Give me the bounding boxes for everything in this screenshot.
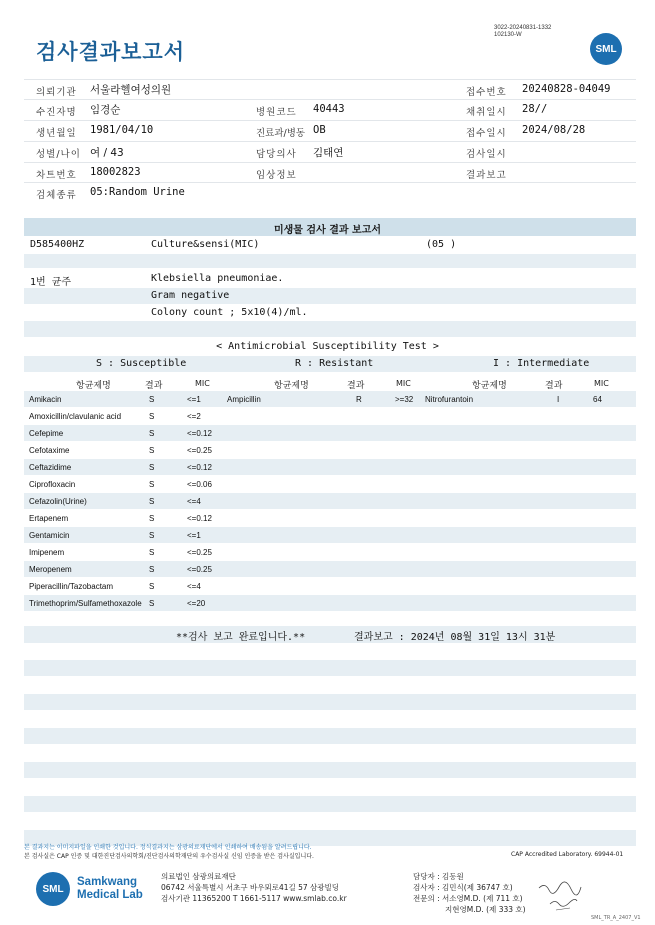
antibiotic-result: S xyxy=(149,480,155,489)
col-result-header: 결과 xyxy=(545,381,563,391)
antibiotic-mic: <=0.12 xyxy=(187,463,212,472)
sml-logo: SML xyxy=(590,33,622,65)
organism-label: 1번 균주 xyxy=(30,277,72,288)
patient-value: 임경순 xyxy=(90,104,121,116)
antibiotic-name: Trimethoprim/Sulfamethoxazole xyxy=(29,599,142,608)
collect-date-label: 채취일시 xyxy=(466,107,507,118)
legend-intermediate: I : Intermediate xyxy=(493,358,590,369)
document-id-line2: 102130-W xyxy=(494,32,522,38)
antibiotic-result: S xyxy=(149,497,155,506)
divider xyxy=(24,182,636,183)
chart-label: 차트번호 xyxy=(36,170,77,181)
cap-accreditation: CAP Accredited Laboratory. 69944-01 xyxy=(511,851,624,858)
stripe xyxy=(24,321,636,337)
form-code: SML_TR_A_2407_V1 xyxy=(591,915,641,921)
gram-stain: Gram negative xyxy=(151,290,230,301)
hospital-code-value: 40443 xyxy=(313,103,345,115)
report-time: 결과보고 : 2024년 08월 31일 13시 31분 xyxy=(354,632,556,643)
manager: 담당자 : 김동원 xyxy=(413,872,464,881)
antibiotic-result: S xyxy=(149,429,155,438)
institution-label: 의뢰기관 xyxy=(36,87,77,98)
signature-image xyxy=(536,878,586,914)
brand-line2: Medical Lab xyxy=(77,889,143,901)
test-number: (05 ) xyxy=(426,239,457,250)
birth-label: 생년월일 xyxy=(36,128,77,139)
antibiotic-result: S xyxy=(149,548,155,557)
antibiotic-mic: <=0.06 xyxy=(187,480,212,489)
organism-name: Klebsiella pneumoniae. xyxy=(151,273,284,284)
test-code: D585400HZ xyxy=(30,239,85,250)
antibiotic-name: Cefotaxime xyxy=(29,446,70,455)
antibiotic-name: Nitrofurantoin xyxy=(425,395,474,404)
org-contact: 검사기관 11365200 T 1661-5117 www.smlab.co.kr xyxy=(161,894,347,903)
antibiotic-name: Imipenem xyxy=(29,548,65,557)
empty-row-band xyxy=(24,728,636,744)
antibiotic-result: S xyxy=(149,531,155,540)
divider xyxy=(24,120,636,121)
antibiotic-result: S xyxy=(149,514,155,523)
antibiotic-mic: <=2 xyxy=(187,412,201,421)
antibiotic-name: Ampicillin xyxy=(227,395,261,404)
legend-susceptible: S : Susceptible xyxy=(96,358,187,369)
test-name: Culture&sensi(MIC) xyxy=(151,239,260,250)
stripe xyxy=(24,288,636,304)
doctor-value: 김태연 xyxy=(313,147,344,159)
document-id xyxy=(494,25,551,39)
table-row-band xyxy=(24,391,636,407)
divider xyxy=(24,99,636,100)
antibiotic-mic: <=0.25 xyxy=(187,565,212,574)
antibiotic-mic: <=0.25 xyxy=(187,548,212,557)
receipt-no-value: 20240828-04049 xyxy=(522,83,611,95)
org-address: 06742 서울특별시 서초구 바우뫼로41길 57 삼광빌딩 xyxy=(161,883,340,892)
antibiotic-result: S xyxy=(149,446,155,455)
col-mic-header: MIC xyxy=(594,379,609,388)
brand-line1: Samkwang xyxy=(77,876,138,888)
empty-row-band xyxy=(24,694,636,710)
antibiotic-mic: <=4 xyxy=(187,497,201,506)
ast-title: < Antimicrobial Susceptibility Test > xyxy=(216,341,439,352)
antibiotic-name: Cefepime xyxy=(29,429,64,438)
table-row-band xyxy=(24,527,636,543)
report-complete: **검사 보고 완료입니다.** xyxy=(176,632,306,643)
hospital-code-label: 병원코드 xyxy=(256,107,297,118)
dept-label: 진료과/병동 xyxy=(256,128,306,139)
page-title: 검사결과보고서 xyxy=(36,40,186,64)
antibiotic-name: Amoxicillin/clavulanic acid xyxy=(29,412,122,421)
divider xyxy=(24,162,636,163)
antibiotic-name: Ertapenem xyxy=(29,514,69,523)
document-id-line1: 3022-20240831-1332 xyxy=(494,25,552,31)
receipt-date-value: 2024/08/28 xyxy=(522,124,586,136)
image-notice: 본 결과지는 이미지파일을 인쇄한 것입니다. 정식결과지는 삼광의료재단에서 인쇄하여 배송됨을 알려드립니다. xyxy=(24,844,312,851)
specimen-value: 05:Random Urine xyxy=(90,186,185,198)
antibiotic-result: R xyxy=(356,395,362,404)
legend-resistant: R : Resistant xyxy=(295,358,374,369)
antibiotic-mic: <=0.25 xyxy=(187,446,212,455)
divider xyxy=(24,141,636,142)
examiner: 검사자 : 김민식(제 36747 호) xyxy=(413,883,513,892)
antibiotic-result: S xyxy=(149,565,155,574)
org-name: 의료법인 삼광의료재단 xyxy=(161,872,236,881)
accreditation-notice: 본 검사실은 CAP 인증 및 대한진단검사의학회/진단검사의학재단의 우수검사실 신임 인증을 받은 검사실입니다. xyxy=(24,853,314,860)
sml-logo: SML xyxy=(36,872,70,906)
exam-date-label: 검사일시 xyxy=(466,149,507,160)
result-report-label: 결과보고 xyxy=(466,170,507,181)
specimen-label: 검체종류 xyxy=(36,190,77,201)
col-mic-header: MIC xyxy=(396,379,411,388)
stripe xyxy=(24,254,636,268)
antibiotic-mic: <=0.12 xyxy=(187,429,212,438)
col-drug-header: 항균제명 xyxy=(76,381,111,391)
antibiotic-mic: 64 xyxy=(593,395,602,404)
antibiotic-result: S xyxy=(149,582,155,591)
receipt-date-label: 접수일시 xyxy=(466,128,507,139)
specialist-1: 전문의 : 서소영M.D. (제 711 호) xyxy=(413,894,523,903)
antibiotic-name: Ciprofloxacin xyxy=(29,480,76,489)
antibiotic-name: Meropenem xyxy=(29,565,72,574)
collect-date-value: 28// xyxy=(522,103,548,115)
col-mic-header: MIC xyxy=(195,379,210,388)
sex-age-label: 성별/나이 xyxy=(36,149,81,160)
section-title: 미생물 검사 결과 보고서 xyxy=(273,225,382,236)
col-drug-header: 항균제명 xyxy=(472,381,507,391)
dept-value: OB xyxy=(313,124,326,136)
antibiotic-mic: <=0.12 xyxy=(187,514,212,523)
antibiotic-name: Gentamicin xyxy=(29,531,70,540)
col-drug-header: 항균제명 xyxy=(274,381,309,391)
antibiotic-result: S xyxy=(149,412,155,421)
birth-value: 1981/04/10 xyxy=(90,124,154,136)
chart-value: 18002823 xyxy=(90,166,141,178)
antibiotic-name: Cefazolin(Urine) xyxy=(29,497,87,506)
antibiotic-mic: <=4 xyxy=(187,582,201,591)
table-row-band xyxy=(24,425,636,441)
table-row-band xyxy=(24,459,636,475)
antibiotic-result: S xyxy=(149,599,155,608)
brand-name xyxy=(77,876,143,902)
col-result-header: 결과 xyxy=(145,381,163,391)
clinical-label: 임상정보 xyxy=(256,170,297,181)
colony-count: Colony count ; 5x10(4)/ml. xyxy=(151,307,308,318)
sex-age-value: 여 / 43 xyxy=(90,147,124,159)
col-result-header: 결과 xyxy=(347,381,365,391)
institution-value: 서울라헬여성의원 xyxy=(90,84,172,96)
receipt-no-label: 접수번호 xyxy=(466,87,507,98)
doctor-label: 담당의사 xyxy=(256,149,297,160)
empty-row-band xyxy=(24,796,636,812)
antibiotic-mic: <=1 xyxy=(187,531,201,540)
antibiotic-mic: <=1 xyxy=(187,395,201,404)
empty-row-band xyxy=(24,660,636,676)
divider xyxy=(24,79,636,80)
antibiotic-name: Amikacin xyxy=(29,395,62,404)
antibiotic-mic: >=32 xyxy=(395,395,414,404)
empty-row-band xyxy=(24,762,636,778)
specialist-2: 지현영M.D. (제 333 호) xyxy=(445,905,526,914)
antibiotic-result: S xyxy=(149,463,155,472)
table-row-band xyxy=(24,493,636,509)
antibiotic-result: I xyxy=(557,395,560,404)
patient-label: 수진자명 xyxy=(36,107,77,118)
antibiotic-name: Piperacillin/Tazobactam xyxy=(29,582,114,591)
table-row-band xyxy=(24,561,636,577)
antibiotic-result: S xyxy=(149,395,155,404)
antibiotic-name: Ceftazidime xyxy=(29,463,72,472)
antibiotic-mic: <=20 xyxy=(187,599,206,608)
